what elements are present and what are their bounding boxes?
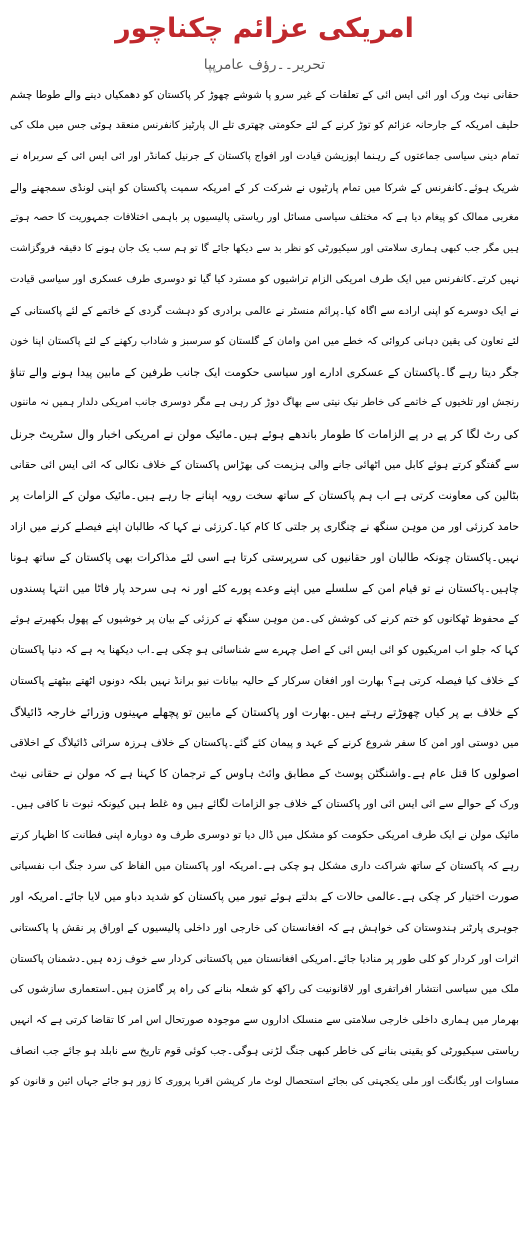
article-headline: امریکی عزائم چکناچور (115, 13, 414, 44)
article-body-line: کہا کہ جلو اب امریکیوں کو ائی ایس ائی کے اصل چہرے سے شناسائی ہو چکی ہے۔اب دیکھنا یہ ہے کہ دنیا پاکستان (10, 644, 519, 657)
article-body-line: اثرات اور کردار کو کلی طور پر منادیا جائے۔امریکی افغانستان میں پاکستانی کردار سے خوف زدہ ہیں۔دشمنان پاکستان (10, 952, 519, 965)
article-body-line: نہیں کرتے۔کانفرنس میں ایک طرف امریکی الزام تراشیوں کو مسترد کیا گیا تو دوسری طرف عسکری اور سیاسی قیادت (10, 274, 519, 286)
article-body-line: حلیف امریکہ کے جارحانہ عزائم کو توڑ کرنے کے لئے حکومتی چھتری تلے ال پارٹیز کانفرنس منعقد ہوئی جس میں ملک کی (10, 119, 519, 131)
article-body-line: بھرمار میں ہماری داخلی خارجی سلامتی سے منسلک اداروں سے موجودہ صورتحال اس امر کا تقاضا کرتی ہے کہ انہیں (10, 1014, 519, 1027)
article-body-line: مغربی ممالک کو پیغام دیا ہے کہ مختلف سیاسی مسائل اور ریاستی پالیسیوں پر باہمی اختلافات جمہوریت کا حصہ ہوتے (10, 212, 519, 224)
article-body-line: کے خلاف بے پر کیاں چھوڑتے رہتے ہیں۔بھارت اور پاکستان کے مابین تو پچھلے مہینوں وزرائے خارجہ ڈائیلاگ (10, 704, 519, 719)
article-body-line: رہے کہ پاکستان کے ساتھ شراکت داری مشکل ہو چکی ہے۔امریکہ اور پاکستان میں الفاظ کی سرد جنگ اب نفسیاتی (10, 860, 519, 873)
article-body-line: میں دوستی اور امن کا سفر شروع کرنے کے عہد و پیمان کئے گئے۔پاکستان کے خلاف ہرزہ سرائی ڈائیلاگ کے اخلاقی (10, 736, 519, 749)
article-body-line: مائیک مولن نے ایک طرف امریکی حکومت کو مشکل میں ڈال دیا تو دوسری طرف وہ دوبارہ اپنی فطانت کا اظہار کرتے (10, 829, 519, 842)
article-body-line: کے محفوظ ٹھکانوں کو ختم کرنے کی کوشش کی۔من موہن سنگھ نے کرزئی کے بیان پر خوشیوں کے پھول بکھیرتے ہوئے (10, 613, 519, 626)
article-body-line: ملک میں سیاسی انتشار افراتفری اور لاقانونیت کی راکھ کو شعلہ بنانے کی راہ پر گامزن ہیں۔استعماری سازشوں کی (10, 983, 519, 996)
article-body-line: شریک ہوئے۔کانفرنس کے شرکا میں تمام پارٹیوں نے شرکت کر کے امریکہ سمیت پاکستان کو اپنی لونڈی سمجھنے والے (10, 181, 519, 194)
article-body-line: کی رٹ لگا کر پے در پے الزامات کا طومار باندھے ہوئے ہیں۔مائیک مولن نے امریکی اخبار وال سٹریٹ جرنل (10, 427, 519, 442)
article-body-line: چاہیں۔پاکستان نے تو قیام امن کے سلسلے میں اپنے وعدے پورے کئے اور نہ ہی سرحد پار فاٹا میں انتہا پسندوں (10, 581, 519, 595)
article-body-line: مساوات اور یگانگت اور ملی یکجہتی کی بجائے استحصال لوٹ مار کرپشن اقربا پروری کا زور ہو جائے جہاں ائین و قانون کو (10, 1076, 519, 1087)
article-body-line: رنجش اور تلخیوں کے خاتمے کی خاطر نیک نیتی سے بھاگ دوڑ کر رہی ہے مگر دوسری جانب امریکی دلدار ہمیں نہ ماننوں (10, 397, 519, 409)
article-body-line: حقانی نیٹ ورک اور ائی ایس ائی کے تعلقات کے غیر سرو پا شوشے چھوڑ کر پاکستان کو دھمکیاں دینے والے طوطا چشم (10, 89, 519, 101)
article-body-line: سے گفتگو کرتے ہوئے کابل میں اٹھائی جانے والی ہزیمت کی بھڑاس پاکستان کے خلاف نکالی کہ ائی ایس ائی حقانی (10, 459, 519, 472)
article-body-line: لئے تعاون کی یقین دہانی کروائی کہ خطے میں امن وامان کے گلستان کو سرسبز و شاداب رکھنے کے لئے پاکستان اپنا خون (10, 335, 519, 347)
article-byline: تحریر۔۔رؤف عامرپپا (203, 57, 326, 73)
article-body-line: تمام دینی سیاسی جماعتوں کے رہنما اپوزیشن قیادت اور افواج پاکستان کے جرنیل کمانڈر اور ائی ایس ائی کے سربراہ نے (10, 150, 519, 162)
article-body-line: کے خلاف کیا فیصلہ کرتی ہے؟ بھارت اور افغان سرکار کے حالیہ بیانات نیو برانڈ نہیں بلکہ دونوں اٹھتے بیٹھتے پاکستان (10, 675, 519, 688)
article-body (10, 80, 519, 1098)
article-body-line: نے ایک دوسرے کو اپنی ارادے سے اگاہ کیا۔پرائم منسٹر نے عالمی برادری کو دہشت گردی کے خاتمے کے لئے پاکستانی کے (10, 304, 519, 317)
article-body-line: بٹالین کی معاونت کرتی ہے اب ہم پاکستان کے ساتھ سخت رویہ اپنانے جا رہے ہیں۔مائیک مولن کے الزامات پر (10, 488, 519, 502)
article-body-line: ورک کے حوالے سے ائی ایس ائی اور پاکستان کے خلاف جو الزامات لگائے ہیں وہ غلط ہیں کیونکہ ثبوت نا کافی ہیں۔ (10, 798, 519, 811)
article-body-line: نہیں۔پاکستان چونکہ طالبان اور حقانیوں کی سرپرستی کرتا ہے اسی لئے مذاکرات بھی پاکستان کے ساتھ ہونا (10, 550, 519, 564)
article-body-line: صورت اختیار کر چکی ہے۔عالمی حالات کے بدلتے ہوئے تیور میں پاکستان کو شدید دباو میں لایا جائے۔امریکہ اور (10, 889, 519, 903)
article-body-line: جوہری پارٹنر ہندوستان کی خواہش ہے کہ افغانستان کی خارجی اور داخلی پالیسیوں کے اوراق پر نقش پا پاکستانی (10, 921, 519, 934)
article-body-line: ہیں مگر جب کبھی ہماری سلامتی اور سیکیورٹی کو نظر بد سے دیکھا جائے گا تو ہم سب یک جان ہونے کا دقیقہ فروگزاشت (10, 243, 519, 255)
article-body-line: اصولوں کا قتل عام ہے۔واشنگٹن پوسٹ کے مطابق وائٹ ہاوس کے ترجمان کا کہنا ہے کہ مولن نے حقانی نیٹ (10, 766, 519, 780)
article-body-line: حامد کرزئی اور من موہن سنگھ نے چنگاری پر جلتی کا کام کیا۔کرزئی نے کہا کہ طالبان اپنے فیصلے کرنے میں ازاد (10, 519, 519, 533)
article-body-line: ریاستی سیکیورٹی کو یقینی بنانے کی خاطر کبھی جنگ لڑنی ہوگی۔جب کوئی قوم تاریخ سے نابلد ہو جائے جب انصاف (10, 1045, 519, 1058)
article-body-line: جگر دیتا رہے گا۔پاکستان کے عسکری ادارے اور سیاسی حکومت ایک جانب طرفین کے مابین پیدا ہونے والے تناؤ (10, 365, 519, 379)
